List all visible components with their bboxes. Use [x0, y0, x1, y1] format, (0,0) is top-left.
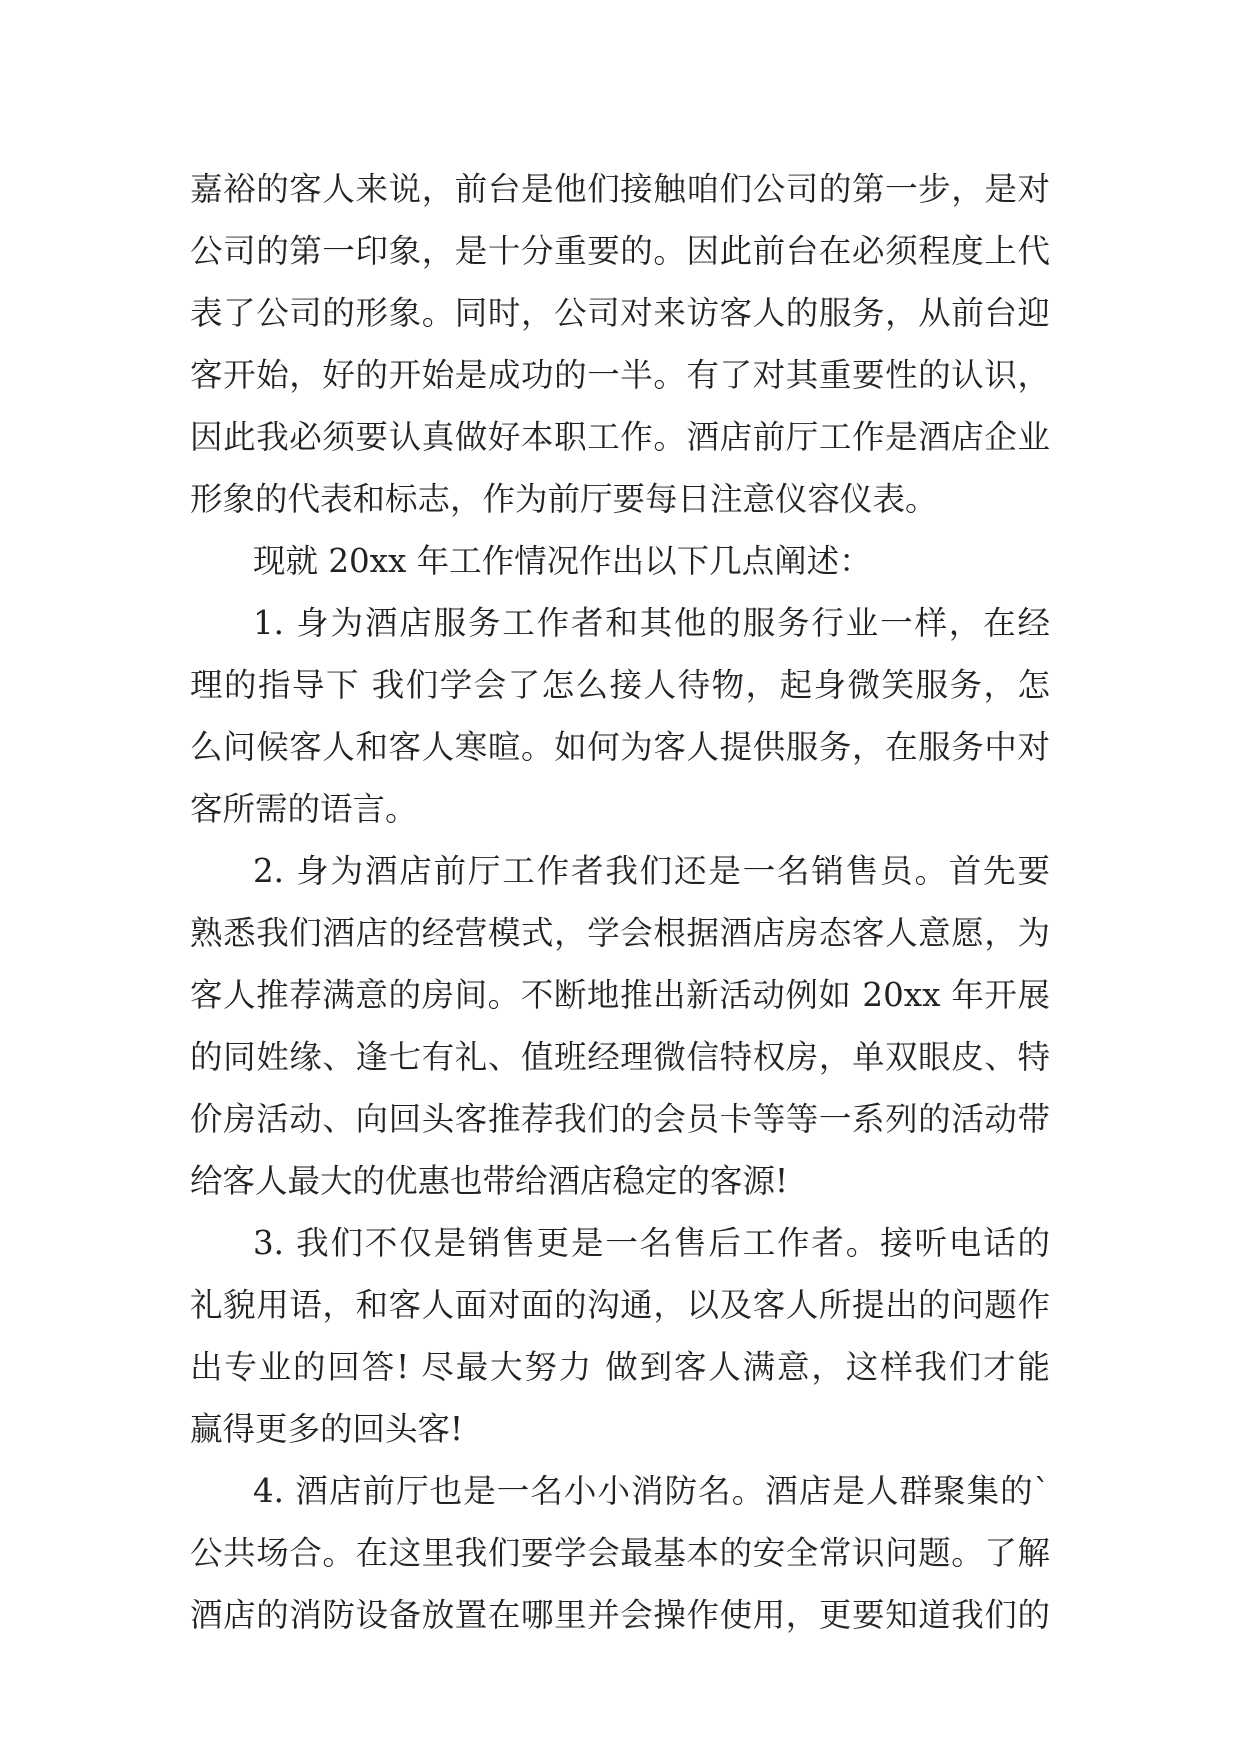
paragraph-intro-line-2: 公司的第一印象，是十分重要的。因此前台在必须程度上代 — [190, 232, 1050, 270]
point-4-line-3: 酒店的消防设备放置在哪里并会操作使用，更要知道我们的 — [190, 1596, 1050, 1634]
point-2-line-6: 给客人最大的优惠也带给酒店稳定的客源! — [190, 1162, 789, 1200]
document-body — [190, 158, 1050, 1646]
point-4-line-1: 4. 酒店前厅也是一名小小消防名。酒店是人群聚集的` — [253, 1472, 1050, 1510]
paragraph-intro-line-1: 嘉裕的客人来说，前台是他们接触咱们公司的第一步，是对 — [190, 170, 1050, 208]
point-2-line-1: 2. 身为酒店前厅工作者我们还是一名销售员。首先要 — [253, 852, 1050, 890]
point-2-line-5: 价房活动、向回头客推荐我们的会员卡等等一系列的活动带 — [190, 1100, 1050, 1138]
point-1-line-2: 理的指导下 我们学会了怎么接人待物，起身微笑服务，怎 — [190, 666, 1050, 704]
point-3-line-2: 礼貌用语，和客人面对面的沟通，以及客人所提出的问题作 — [190, 1286, 1050, 1324]
point-1-line-3: 么问候客人和客人寒暄。如何为客人提供服务，在服务中对 — [190, 728, 1050, 766]
paragraph-intro-line-4: 客开始，好的开始是成功的一半。有了对其重要性的认识， — [190, 356, 1050, 394]
paragraph-summary-lead: 现就 20xx 年工作情况作出以下几点阐述： — [253, 542, 872, 580]
point-2-line-4: 的同姓缘、逢七有礼、值班经理微信特权房，单双眼皮、特 — [190, 1038, 1050, 1076]
point-4-line-2: 公共场合。在这里我们要学会最基本的安全常识问题。了解 — [190, 1534, 1050, 1572]
paragraph-intro-line-5: 因此我必须要认真做好本职工作。酒店前厅工作是酒店企业 — [190, 418, 1050, 456]
point-2-line-2: 熟悉我们酒店的经营模式，学会根据酒店房态客人意愿，为 — [190, 914, 1050, 952]
point-2-line-3: 客人推荐满意的房间。不断地推出新活动例如 20xx 年开展 — [190, 976, 1050, 1014]
point-1-line-4: 客所需的语言。 — [190, 790, 418, 828]
point-3-line-4: 赢得更多的回头客! — [190, 1410, 464, 1448]
paragraph-intro-line-6: 形象的代表和标志，作为前厅要每日注意仪容仪表。 — [190, 480, 938, 518]
paragraph-intro-line-3: 表了公司的形象。同时，公司对来访客人的服务，从前台迎 — [190, 294, 1050, 332]
point-3-line-1: 3. 我们不仅是销售更是一名售后工作者。接听电话的 — [253, 1224, 1050, 1262]
point-3-line-3: 出专业的回答! 尽最大努力 做到客人满意，这样我们才能 — [190, 1348, 1050, 1386]
point-1-line-1: 1. 身为酒店服务工作者和其他的服务行业一样，在经 — [253, 604, 1050, 642]
